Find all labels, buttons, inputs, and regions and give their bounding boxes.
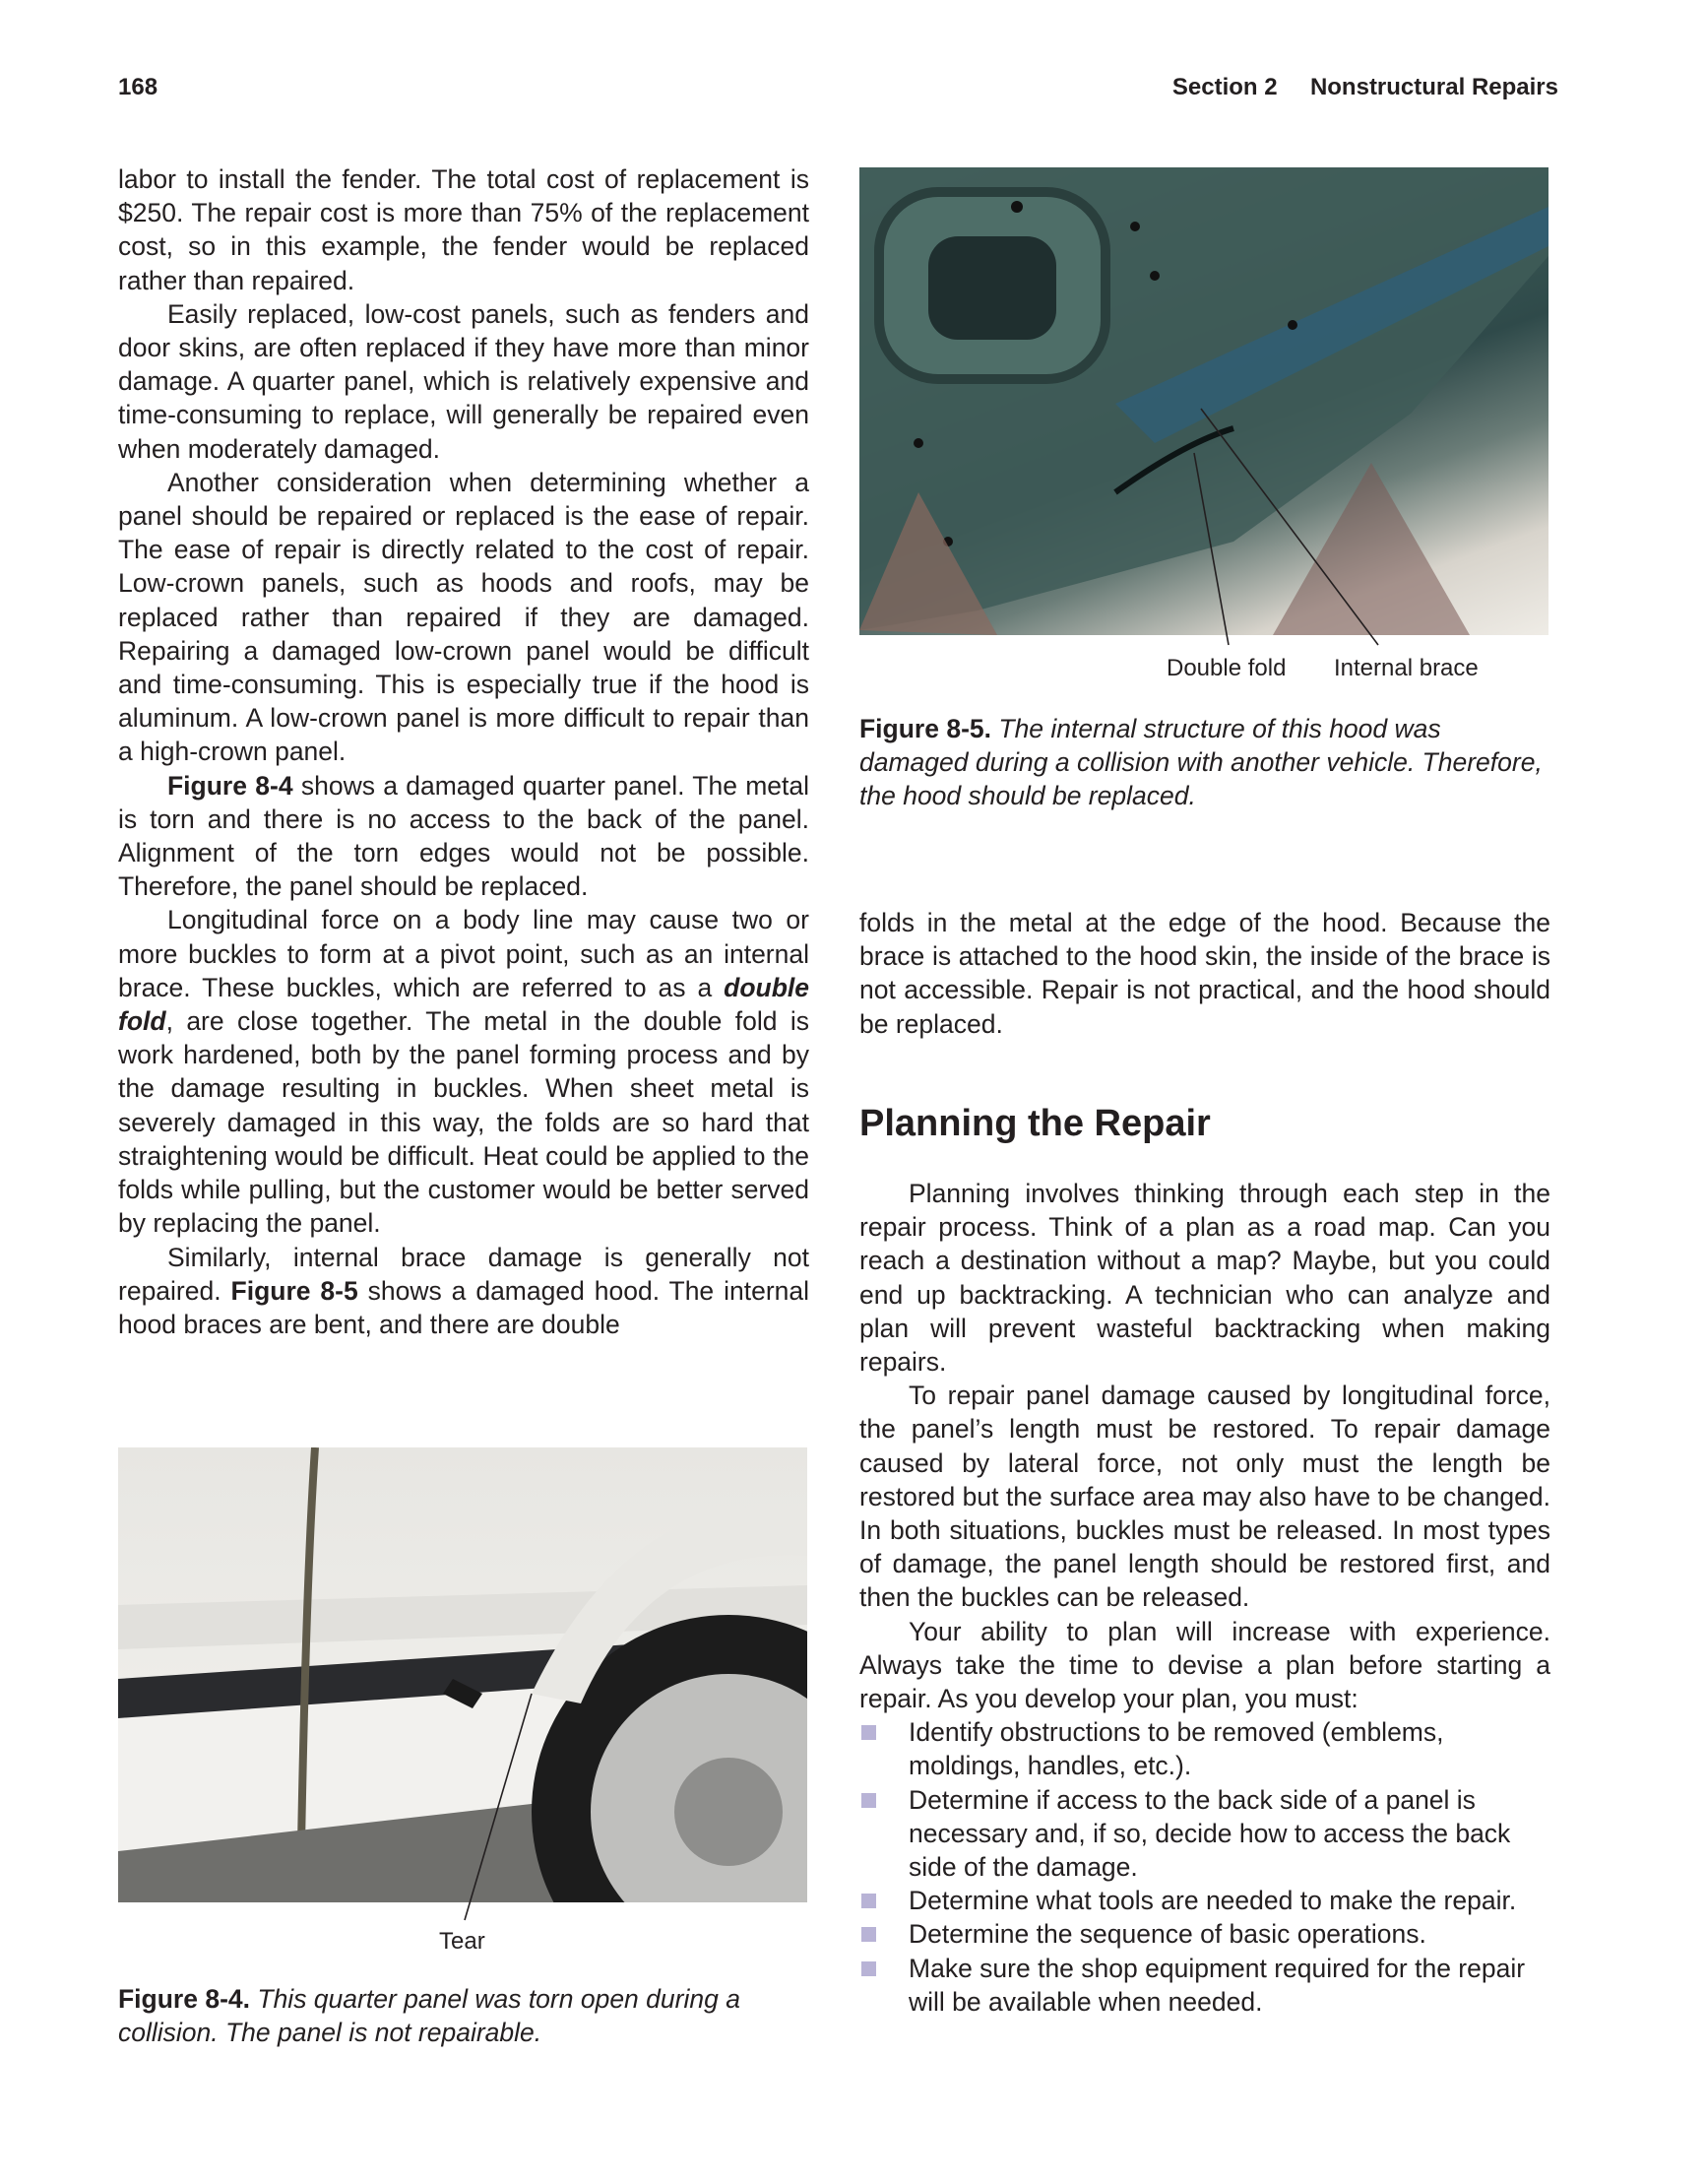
- caption-text: This quarter panel was torn open during a collision. The panel is not repairable.: [118, 1984, 740, 2047]
- paragraph-text: shows a damaged hood. The internal hood braces are bent, and there are double: [118, 1275, 810, 1339]
- figure-reference: Figure 8-5: [230, 1275, 358, 1306]
- paragraph: Your ability to plan will increase with experience. Always take the time to devise a plan before starting a repair. As you develop your plan, you must:: [859, 1616, 1550, 1714]
- list-item: Determine what tools are needed to make the repair.: [859, 1884, 1550, 1917]
- paragraph: [118, 769, 809, 904]
- running-header: [1172, 74, 1558, 101]
- paragraph: Easily replaced, low-cost panels, such as fenders and door skins, are often replaced if they have more than minor damage. A quarter panel, which is relatively expensive and time-consuming to replace, will generally be repaired even when moderately damaged.: [118, 298, 809, 464]
- paragraph: labor to install the fender. The total cost of replacement is $250. The repair cost is more than 75% of the replacement cost, so in this example, the fender would be replaced rather than repaired.: [118, 164, 809, 295]
- paragraph-text: Similarly, internal brace damage is generally not repaired.: [118, 1242, 809, 1306]
- callout-internal-brace: Internal brace: [1334, 655, 1479, 681]
- paragraph-text: , are close together. The metal in the double fold is work hardened, both by the panel forming process and by the damage resulting in buckles. When sheet metal is severely damaged in this way, the folds are so hard that straightening would be difficult. Heat could be applied to the folds while pulling, but the customer would be better served by replacing the panel.: [118, 1006, 809, 1239]
- caption-number: Figure 8-4.: [118, 1984, 251, 2014]
- paragraph: [118, 1241, 809, 1342]
- caption-number: Figure 8-5.: [859, 714, 992, 743]
- left-column-text: [118, 162, 809, 1341]
- planning-checklist: [859, 1715, 1550, 2019]
- callout-double-fold: Double fold: [1167, 655, 1287, 681]
- paragraph: Another consideration when determining whether a panel should be repaired or replaced is the ease of repair. The ease of repair is directly related to the cost of repair. Low-crown panels, such as hoods and roofs, may be replaced rather than repaired if they are damaged. Repairing a damaged low-crown panel would be difficult and time-consuming. This is especially true if the hood is aluminum. A low-crown panel is more difficult to repair than a high-crown panel.: [118, 467, 809, 767]
- paragraph-text: Longitudinal force on a body line may cause two or more buckles to form at a pivot point, such as an internal brace. These buckles, which are referred to as a: [118, 905, 809, 1002]
- section-heading: Planning the Repair: [859, 1103, 1211, 1144]
- figure-8-4-caption: [118, 1982, 807, 2049]
- page-number: 168: [118, 74, 158, 100]
- paragraph: folds in the metal at the edge of the hood. Because the brace is attached to the hood skin, the inside of the brace is not accessible. Repair is not practical, and the hood should be replaced.: [859, 908, 1550, 1039]
- paragraph: Planning involves thinking through each step in the repair process. Think of a plan as a road map. Can you reach a destination without a map? Maybe, but you could end up backtracking. A technician who can analyze and plan will prevent wasteful backtracking when making repairs.: [859, 1179, 1550, 1378]
- caption-text: The internal structure of this hood was damaged during a collision with another vehicle. Therefore, the hood should be replaced.: [859, 714, 1543, 810]
- list-item: Determine if access to the back side of a panel is necessary and, if so, decide how to access the back side of the damage.: [859, 1783, 1550, 1885]
- paragraph: To repair panel damage caused by longitudinal force, the panel’s length must be restored. To repair damage caused by lateral force, not only must the length be restored but the surface area may also have to be changed. In both situations, buckles must be released. In most types of damage, the panel length should be restored first, and then the buckles can be released.: [859, 1381, 1550, 1613]
- figure-reference: Figure 8-4: [167, 770, 293, 801]
- right-column-continuation: [859, 906, 1550, 1041]
- key-term: double fold: [118, 972, 809, 1037]
- figure-8-5-photo: [859, 167, 1548, 635]
- section-label: Section 2: [1171, 74, 1278, 100]
- paragraph: [118, 903, 809, 1240]
- list-item: Identify obstructions to be removed (emblems, moldings, handles, etc.).: [859, 1715, 1550, 1782]
- paragraph-text: shows a damaged quarter panel. The metal is torn and there is no access to the back of the panel. Alignment of the torn edges would not be possible. Therefore, the panel should be replaced.: [118, 770, 810, 902]
- list-item: Determine the sequence of basic operations.: [859, 1917, 1550, 1951]
- figure-8-5-caption: [859, 712, 1548, 812]
- hood-illustration: [859, 167, 1548, 635]
- planning-section-text: [859, 1177, 1550, 2019]
- car-illustration: [118, 1447, 807, 1902]
- section-title: Nonstructural Repairs: [1309, 74, 1558, 100]
- figure-8-4-photo: [118, 1447, 807, 1902]
- callout-tear: Tear: [439, 1928, 485, 1955]
- list-item: Make sure the shop equipment required for the repair will be available when needed.: [859, 1952, 1550, 2019]
